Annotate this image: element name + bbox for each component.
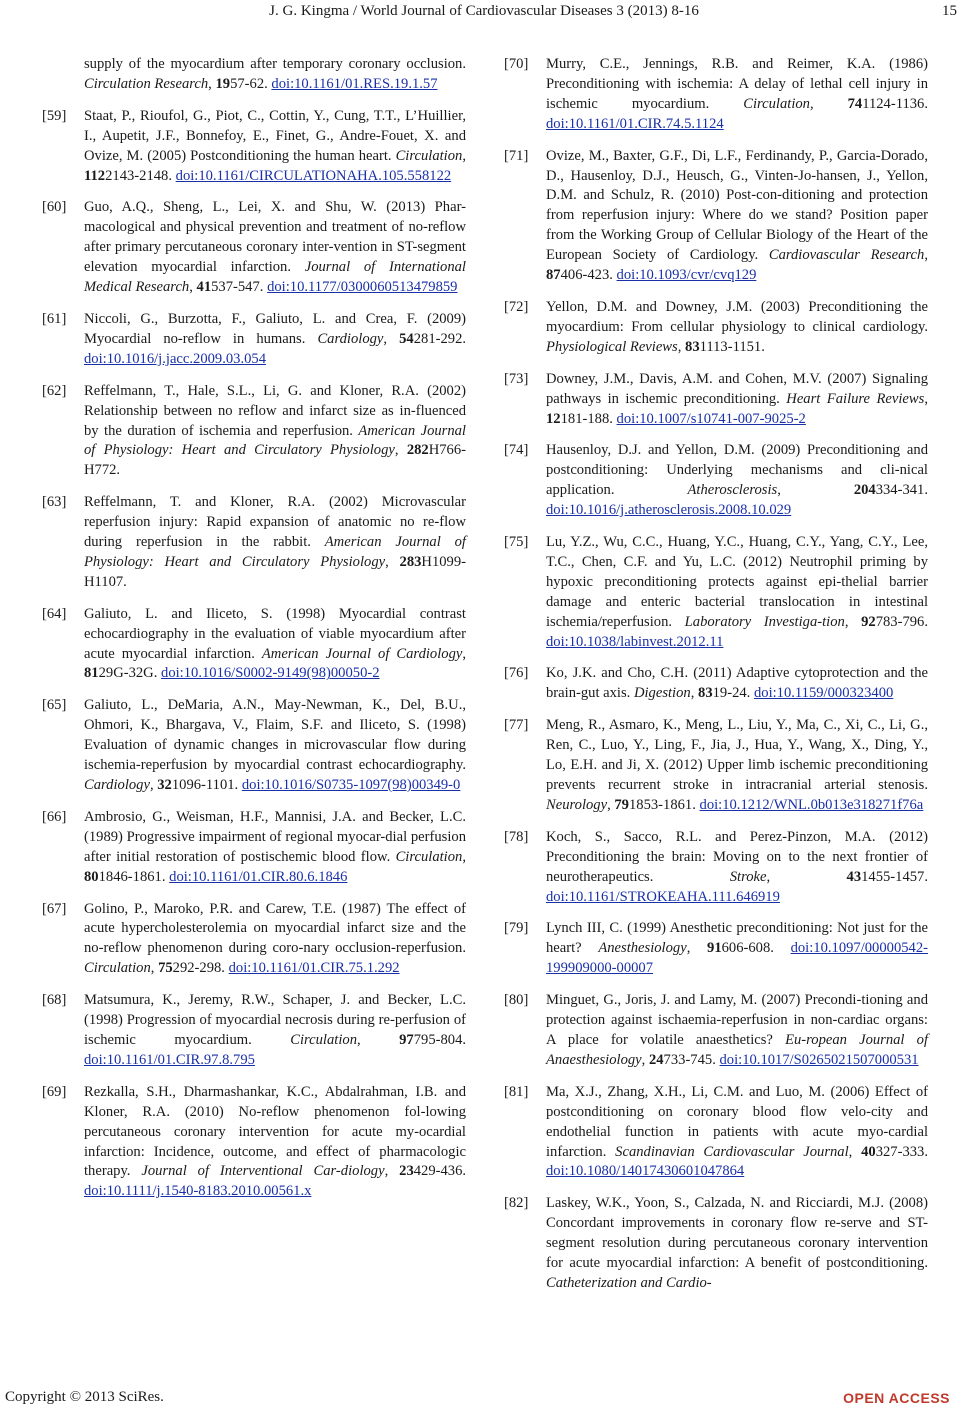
reference-entry: [61] Niccoli, G., Burzotta, F., Galiuto, L. and Crea, F. (2009) Myocardial no-reflow in humans. Cardiology, 54281-292. doi:10.1016/j.jacc.2009.03.054	[42, 310, 467, 367]
reference-entry: [63] Reffelmann, T. and Kloner, R.A. (2002) Microvascular reperfusion injury: Rapid expansion of anatomic no re-flow during reperfusion in the rabbit. American Journal of Physiology: Heart and Circulatory Physiology, 283H1099-H1107.	[42, 494, 466, 590]
reference-entry: [69] Rezkalla, S.H., Dharmashankar, K.C., Abdalrahman, I.B. and Kloner, R.A. (2010) No-reflow phenomenon fol-lowing percutaneous coronary intervention for acute my-ocardial infarction: Incidence, outcome, and effect of pharmacologic therapy. Journal of Interventional Car-diology, 23429-436. doi:10.1111/j.1540-8183.2010.00561.x	[42, 1083, 467, 1200]
pages: 1455-1457.	[861, 868, 928, 885]
pages: 733-745.	[663, 1051, 720, 1068]
journal-name: Stroke	[729, 868, 767, 885]
reference-authors-title: Ma, X.J., Zhang, X.H., Li, C.M. and Luo, M. (2006) Effect of postconditioning on coronary blood flow velo-city and endothelial function in patients with acute myo-cardial infarction.	[546, 1083, 928, 1160]
pages: 2143-2148.	[105, 167, 176, 184]
reference-entry: [68] Matsumura, K., Jeremy, R.W., Schaper, J. and Becker, L.C. (1998) Progression of myocardial necrosis during re-perfusion of ischemic myocardium. Circulation, 97795-804. doi:10.1161/01.CIR.97.8.795	[42, 992, 467, 1068]
journal-name: Circulation	[743, 95, 810, 112]
doi-link[interactable]: doi:10.1177/0300060513479859	[267, 279, 458, 296]
doi-link[interactable]: doi:10.1161/01.RES.19.1.57	[271, 75, 438, 92]
volume: 79	[614, 796, 629, 813]
reference-entry: [64] Galiuto, L. and Iliceto, S. (1998) Myocardial contrast echocardiography in the evaluation of viable myocardium after acute myocardial infarction. American Journal of Cardiology, 8129G-32G. doi:10.1016/S0002-9149(98)00050-2	[42, 605, 466, 682]
volume: 43	[846, 868, 862, 885]
reference-authors-title: Guo, A.Q., Sheng, L., Lei, X. and Shu, W. (2013) Phar-macological and physical prevention and treatment of no-reflow after primary percutaneous coronary inter-vention in ST-segment elevation myocardial infarction.	[84, 199, 466, 276]
reference-number: [60]	[42, 199, 67, 216]
pages: 19-24.	[712, 685, 754, 702]
volume: 92	[861, 613, 876, 630]
doi-link[interactable]: doi:10.1161/01.CIR.74.5.1124	[546, 115, 724, 132]
journal-name: Atherosclerosis	[687, 482, 778, 499]
reference-authors-title: Galiuto, L., DeMaria, A.N., May-Newman, K., Del, B.U., Ohmori, K., Bhargava, V., Flaim, S.F. and Iliceto, S. (1998) Evaluation of dynamic changes in microvascular flow during ischemia-reperfusion by myocardial contrast echocardiography.	[84, 697, 466, 774]
volume: 23	[399, 1163, 414, 1180]
reference-number: [73]	[504, 370, 529, 387]
reference-number: [69]	[42, 1083, 67, 1100]
journal-name: Digestion	[633, 685, 691, 702]
reference-entry: [73] Downey, J.M., Davis, A.M. and Cohen, M.V. (2007) Signaling pathways in ischemic preconditioning. Heart Failure Reviews, 12181-188. doi:10.1007/s10741-007-9025-2	[504, 370, 928, 427]
reference-number: [78]	[504, 828, 529, 845]
pages: 429-436.	[413, 1163, 467, 1180]
reference-authors-title: Meng, R., Asmaro, K., Meng, L., Liu, Y., Ma, C., Xi, C., Li, G., Ren, C., Luo, Y., Ling, F., Jia, J., Hua, Y., Wang, X., Ding, Y., Lo, E.H. and Ji, X. (2012) Upper limb ischemic preconditioning prevents recurrent stroke in intracranial arterial stenosis.	[546, 717, 928, 793]
reference-entry: supply of the myocardium after temporary coronary occlusion. Circulation Research, 1957-62. doi:10.1161/01.RES.19.1.57	[84, 56, 466, 92]
page-header	[0, 0, 968, 30]
reference-authors-title: Galiuto, L. and Iliceto, S. (1998) Myocardial contrast echocardiography in the evaluation of viable myocardium after acute myocardial infarction.	[84, 605, 466, 662]
doi-link[interactable]: doi:10.1017/S0265021507000531	[719, 1051, 919, 1068]
volume: 112	[84, 167, 106, 184]
references-left-column	[42, 55, 466, 1202]
volume: 75	[158, 960, 173, 977]
journal-name: Circulation Research	[84, 75, 209, 92]
reference-number: [77]	[504, 717, 529, 734]
reference-authors-title: Laskey, W.K., Yoon, S., Calzada, N. and Ricciardi, M.J. (2008) Concordant improvements in coronary flow re-serve and ST-segment resolution during percutaneous coronary intervention for acute myocardial infarction: A benefit of postconditioning.	[546, 1195, 928, 1272]
volume: 204	[853, 482, 876, 499]
doi-link[interactable]: doi:10.1093/cvr/cvq129	[616, 267, 757, 284]
reference-authors-title: Hausenloy, D.J. and Yellon, D.M. (2009) Preconditioning and postconditioning: Underlying mechanisms and cli-nical application.	[546, 442, 928, 499]
journal-name: Journal of International Medical Research	[84, 259, 466, 296]
page-number: 15	[942, 3, 957, 19]
pages: 1113-1151.	[699, 338, 765, 355]
journal-name: Heart Failure Reviews	[786, 390, 925, 407]
reference-authors-title: Niccoli, G., Burzotta, F., Galiuto, L. and Crea, F. (2009) Myocardial no-reflow in humans.	[84, 310, 466, 347]
volume: 91	[707, 940, 722, 957]
doi-link[interactable]: doi:10.1016/S0002-9149(98)00050-2	[161, 665, 380, 682]
reference-number: [79]	[504, 920, 529, 937]
doi-link[interactable]: doi:10.1007/s10741-007-9025-2	[616, 410, 806, 427]
volume: 87	[546, 267, 561, 284]
reference-authors-title: Murry, C.E., Jennings, R.B. and Reimer, K.A. (1986) Preconditioning with ischemia: A delay of lethal cell injury in ischemic myocardium.	[546, 56, 928, 112]
journal-name: Cardiovascular Research	[768, 247, 925, 264]
journal-name: Catheterization and Cardio-	[546, 1274, 712, 1291]
running-head: J. G. Kingma / World Journal of Cardiovascular Diseases 3 (2013) 8-16	[269, 3, 699, 19]
reference-entry: [66] Ambrosio, G., Weisman, H.F., Mannisi, J.A. and Becker, L.C. (1989) Progressive impairment of regional myocar-dial perfusion after initial restoration of postischemic blood flow. Circulation, 801846-1861. doi:10.1161/01.CIR.80.6.1846	[42, 808, 466, 885]
journal-name: Circulation	[84, 960, 151, 977]
reference-number: [76]	[504, 665, 529, 682]
volume: 80	[84, 868, 99, 885]
reference-entry: [79] Lynch III, C. (1999) Anesthetic preconditioning: Not just for the heart? Anesthesiology, 91606-608. doi:10.1097/00000542-199909000-00007	[504, 920, 929, 977]
reference-entry: [80] Minguet, G., Joris, J. and Lamy, M. (2007) Precondi-tioning and protection against ischaemia-reperfusion in non-cardiac organs: A place for volatile anaesthetics? Eu-ropean Journal of Anaesthesiology, 24733-745. doi:10.1017/S0265021507000531	[504, 992, 928, 1068]
reference-authors-title: Staat, P., Rioufol, G., Piot, C., Cottin, Y., Cung, T.T., L’Huillier, I., Aupetit, J.F., Bonnefoy, E., Finet, G., Andre-Fouet, X. and Ovize, M. (2005) Postconditioning the human heart.	[84, 107, 466, 164]
open-access-label: OPEN ACCESS	[843, 1390, 950, 1406]
reference-number: [71]	[504, 147, 529, 164]
reference-number: [72]	[504, 298, 529, 315]
reference-entry: [62] Reffelmann, T., Hale, S.L., Li, G. and Kloner, R.A. (2002) Relationship between no reflow and infarct size as in-fluenced by the duration of ischemia and reperfusion. American Journal of Physiology: Heart and Circulatory Physiology, 282H766-H772.	[42, 382, 466, 479]
reference-number: [81]	[504, 1083, 529, 1100]
journal-name: American Journal of Physiology: Heart and Circulatory Physiology	[84, 534, 466, 570]
volume: 97	[399, 1031, 414, 1048]
pages: 1124-1136.	[862, 95, 929, 112]
reference-entry: [65] Galiuto, L., DeMaria, A.N., May-Newman, K., Del, B.U., Ohmori, K., Bhargava, V., Flaim, S.F. and Iliceto, S. (1998) Evaluation of dynamic changes in microvascular flow during ischemia-reperfusion by myocardial contrast echocardiography. Cardiology, 321096-1101. doi:10.1016/S0735-1097(98)00349-0	[42, 697, 466, 793]
volume: 282	[406, 442, 429, 459]
reference-number: [62]	[42, 382, 67, 399]
reference-authors-title: supply of the myocardium after temporary coronary occlusion.	[84, 56, 466, 72]
reference-authors-title: Golino, P., Maroko, P.R. and Carew, T.E. (1987) The effect of acute hypercholesterolemia on myocardial infarct size and the no-reflow phenomenon during coro-nary occlusion-reperfusion.	[84, 900, 466, 957]
journal-name: American Journal of Cardiology	[261, 645, 463, 662]
reference-number: [80]	[504, 992, 529, 1009]
reference-number: [74]	[504, 442, 529, 459]
doi-link[interactable]: doi:10.1016/j.atherosclerosis.2008.10.029	[546, 502, 792, 519]
journal-name: Circulation	[395, 147, 463, 164]
volume: 40	[861, 1143, 876, 1160]
reference-authors-title: Matsumura, K., Jeremy, R.W., Schaper, J. and Becker, L.C. (1998) Progression of myocardial necrosis during re-perfusion of ischemic myocardium.	[84, 992, 466, 1048]
reference-number: [63]	[42, 494, 67, 511]
reference-authors-title: Yellon, D.M. and Downey, J.M. (2003) Preconditioning the myocardium: From cellular physiology to clinical cardiology.	[546, 298, 928, 335]
reference-authors-title: Lu, Y.Z., Wu, C.C., Huang, Y.C., Huang, C.Y., Yang, C.Y., Lee, T.C., Chen, C.F. and Yu, L.C. (2012) Neutrophil priming by hypoxic preconditioning protects against epi-thelial barrier damage and enteric bacterial translocation in intestinal ischemia/reperfusion.	[546, 534, 928, 630]
reference-entry: [72] Yellon, D.M. and Downey, J.M. (2003) Preconditioning the myocardium: From cellular physiology to clinical cardiology. Physiological Reviews, 831113-1151.	[504, 298, 928, 355]
reference-number: [75]	[504, 534, 529, 551]
journal-name: American Journal of Physiology: Heart and Circulatory Physiology	[84, 422, 466, 459]
volume: 41	[196, 279, 212, 296]
reference-number: [82]	[504, 1195, 529, 1212]
volume: 283	[399, 553, 422, 570]
pages: 537-547.	[211, 279, 268, 296]
doi-link[interactable]: doi:10.1212/WNL.0b013e318271f76a	[699, 796, 924, 813]
journal-name: Cardiology	[84, 777, 150, 793]
reference-entry: [74] Hausenloy, D.J. and Yellon, D.M. (2009) Preconditioning and postconditioning: Underlying mechanisms and cli-nical application. Atherosclerosis, 204334-341. doi:10.1016/j.atherosclerosis.2008.10.029	[504, 442, 928, 519]
reference-number: [61]	[42, 310, 67, 327]
pages: 29G-32G.	[98, 665, 162, 682]
doi-link[interactable]: doi:10.1016/j.jacc.2009.03.054	[84, 350, 266, 367]
journal-name: Anesthesiology	[598, 940, 687, 957]
reference-number: [65]	[42, 697, 67, 714]
reference-entry: [60] Guo, A.Q., Sheng, L., Lei, X. and Shu, W. (2013) Phar-macological and physical prevention and treatment of no-reflow after primary percutaneous coronary inter-vention in ST-segment elevation myocardial infarction. Journal of International Medical Research, 41537-547. doi:10.1177/0300060513479859	[42, 199, 466, 296]
reference-entry: [77] Meng, R., Asmaro, K., Meng, L., Liu, Y., Ma, C., Xi, C., Li, G., Ren, C., Luo, Y., Ling, F., Jia, J., Hua, Y., Wang, X., Ding, Y., Lo, E.H. and Ji, X. (2012) Upper limb ischemic preconditioning prevents recurrent stroke in intracranial arterial stenosis. Neurology, 791853-1861. doi:10.1212/WNL.0b013e318271f76a	[504, 717, 928, 813]
journal-name: Eu-ropean Journal of Anaesthesiology	[546, 1031, 928, 1068]
copyright-notice: Copyright © 2013 SciRes.	[5, 1389, 164, 1405]
reference-entry: [71] Ovize, M., Baxter, G.F., Di, L.F., Ferdinandy, P., Garcia-Dorado, D., Hausenloy, D.J., Heusch, G., Vinten-Jo-hansen, J., Yellon, D.M. and Schulz, R. (2010) Post-con-ditioning and protection from reperfusion injury: Where do we stand? Position paper from the Working Group of Cellular Biology of the Heart of the European Society of Cardiology. Cardiovascular Research, 87406-423. doi:10.1093/cvr/cvq129	[504, 147, 928, 284]
pages: H1099-H1107.	[84, 553, 466, 590]
journal-name: Physiological Reviews	[546, 338, 678, 355]
reference-authors-title: Lynch III, C. (1999) Anesthetic preconditioning: Not just for the heart?	[546, 920, 928, 957]
volume: 81	[84, 665, 99, 682]
doi-link[interactable]: doi:10.1161/01.CIR.97.8.795	[84, 1051, 255, 1068]
doi-link[interactable]: doi:10.1038/labinvest.2012.11	[546, 633, 724, 650]
pages: 334-341.	[875, 482, 928, 499]
pages: 783-796.	[875, 613, 928, 630]
volume: 24	[648, 1051, 664, 1068]
pages: 795-804.	[413, 1031, 467, 1048]
doi-link[interactable]: doi:10.1097/00000542-199909000-00007	[546, 940, 929, 977]
references-right-column	[504, 55, 928, 1294]
pages: H766-H772.	[84, 442, 466, 479]
volume: 83	[698, 685, 713, 702]
pages: 606-608.	[721, 940, 791, 957]
reference-authors-title: Ko, J.K. and Cho, C.H. (2011) Adaptive cytoprotection and the brain-gut axis.	[546, 665, 928, 702]
pages: 181-188.	[560, 410, 617, 427]
pages: 1846-1861.	[98, 868, 170, 885]
volume: 83	[685, 338, 700, 355]
reference-entry	[504, 1194, 928, 1294]
doi-link[interactable]: doi:10.1159/000323400	[753, 685, 894, 702]
reference-authors-title: Ambrosio, G., Weisman, H.F., Mannisi, J.A. and Becker, L.C. (1989) Progressive impairment of regional myocar-dial perfusion after initial restoration of postischemic blood flow.	[84, 808, 466, 865]
doi-link[interactable]: doi:10.1080/14017430601047864	[546, 1163, 745, 1180]
reference-entry: [67] Golino, P., Maroko, P.R. and Carew, T.E. (1987) The effect of acute hypercholesterolemia on myocardial infarct size and the no-reflow phenomenon during coro-nary occlusion-reperfusion. Circulation, 75292-298. doi:10.1161/01.CIR.75.1.292	[42, 900, 466, 977]
volume: 12	[546, 410, 561, 427]
journal-name: Scandinavian Cardiovascular Journal	[615, 1143, 849, 1160]
volume: 19	[215, 75, 231, 92]
reference-entry: [75] Lu, Y.Z., Wu, C.C., Huang, Y.C., Huang, C.Y., Yang, C.Y., Lee, T.C., Chen, C.F. and Yu, L.C. (2012) Neutrophil priming by hypoxic preconditioning protects against epi-thelial barrier damage and enteric bacterial translocation in intestinal ischemia/reperfusion. Laboratory Investiga-tion, 92783-796. doi:10.1038/labinvest.2012.11	[504, 534, 928, 650]
doi-link[interactable]: doi:10.1111/j.1540-8183.2010.00561.x	[84, 1183, 312, 1200]
pages: 406-423.	[560, 267, 617, 284]
reference-entry: [76] Ko, J.K. and Cho, C.H. (2011) Adaptive cytoprotection and the brain-gut axis. Digestion, 8319-24. doi:10.1159/000323400	[504, 665, 928, 702]
pages: 292-298.	[172, 960, 229, 977]
journal-name: Neurology	[546, 796, 608, 813]
reference-number: [66]	[42, 808, 67, 825]
doi-link[interactable]: doi:10.1161/CIRCULATIONAHA.105.558122	[175, 167, 452, 184]
volume: 32	[157, 777, 172, 793]
reference-number: [68]	[42, 992, 67, 1009]
reference-number: [64]	[42, 605, 67, 622]
page-footer	[0, 1374, 968, 1414]
reference-authors-title: Reffelmann, T. and Kloner, R.A. (2002) Microvascular reperfusion injury: Rapid expansion of anatomic no re-flow during reperfusion in the rabbit.	[84, 494, 466, 551]
journal-name: Circulation	[395, 848, 463, 865]
reference-authors-title: Ovize, M., Baxter, G.F., Di, L.F., Ferdinandy, P., Garcia-Dorado, D., Hausenloy, D.J., Heusch, G., Vinten-Jo-hansen, J., Yellon, D.M. and Schulz, R. (2010) Post-con-ditioning and protection from reperfusion injury: Where do we stand? Position paper from the Working Group of Cellular Biology of the Heart of the European Society of Cardiology.	[546, 147, 928, 264]
reference-authors-title: Reffelmann, T., Hale, S.L., Li, G. and Kloner, R.A. (2002) Relationship between no reflow and infarct size as in-fluenced by the duration of ischemia and reperfusion.	[84, 382, 466, 439]
journal-name: Cardiology	[317, 330, 384, 347]
reference-authors-title: Rezkalla, S.H., Dharmashankar, K.C., Abdalrahman, I.B. and Kloner, R.A. (2010) No-reflow phenomenon fol-lowing percutaneous coronary intervention for acute my-ocardial infarction: Incidence, outcome, and effect of pharmacologic therapy.	[84, 1083, 466, 1180]
volume: 74	[847, 95, 863, 112]
doi-link[interactable]: doi:10.1161/01.CIR.75.1.292	[228, 960, 400, 977]
doi-link[interactable]: doi:10.1016/S0735-1097(98)00349-0	[241, 777, 461, 793]
reference-entry: [70] Murry, C.E., Jennings, R.B. and Reimer, K.A. (1986) Preconditioning with ischemia: A delay of lethal cell injury in ischemic myocardium. Circulation, 741124-1136. doi:10.1161/01.CIR.74.5.1124	[504, 56, 929, 132]
pages: 1853-1861.	[628, 796, 700, 813]
volume: 54	[399, 330, 414, 347]
pages: 281-292.	[413, 330, 467, 347]
reference-authors-title: Koch, S., Sacco, R.L. and Perez-Pinzon, M.A. (2012) Preconditioning the brain: Moving on to the next frontier of neurotherapeutics.	[546, 828, 928, 885]
journal-name: Laboratory Investiga-tion	[684, 613, 845, 630]
reference-number: [67]	[42, 900, 67, 917]
reference-number: [70]	[504, 56, 529, 72]
reference-entry: [81] Ma, X.J., Zhang, X.H., Li, C.M. and Luo, M. (2006) Effect of postconditioning on coronary blood flow velo-city and endothelial function in patients with acute myo-cardial infarction. Scandinavian Cardiovascular Journal, 40327-333. doi:10.1080/14017430601047864	[504, 1083, 928, 1180]
pages: 327-333.	[875, 1143, 928, 1160]
reference-authors-title: Minguet, G., Joris, J. and Lamy, M. (2007) Precondi-tioning and protection against ischaemia-reperfusion in non-cardiac organs: A place for volatile anaesthetics?	[546, 992, 928, 1048]
pages: 1096-1101.	[171, 777, 242, 793]
journal-name: Journal of Interventional Car-diology	[141, 1163, 385, 1180]
reference-number: [59]	[42, 107, 67, 124]
pages: 57-62.	[230, 75, 272, 92]
doi-link[interactable]: doi:10.1161/STROKEAHA.111.646919	[546, 888, 780, 905]
doi-link[interactable]: doi:10.1161/01.CIR.80.6.1846	[169, 868, 348, 885]
reference-entry: [59] Staat, P., Rioufol, G., Piot, C., Cottin, Y., Cung, T.T., L’Huillier, I., Aupetit, J.F., Bonnefoy, E., Finet, G., Andre-Fouet, X. and Ovize, M. (2005) Postconditioning the human heart. Circulation, 1122143-2148. doi:10.1161/CIRCULATIONAHA.105.558122	[42, 107, 466, 184]
reference-entry: [78] Koch, S., Sacco, R.L. and Perez-Pinzon, M.A. (2012) Preconditioning the brain: Moving on to the next frontier of neurotherapeutics. Stroke, 431455-1457. doi:10.1161/STROKEAHA.111.646919	[504, 828, 928, 905]
reference-authors-title: Downey, J.M., Davis, A.M. and Cohen, M.V. (2007) Signaling pathways in ischemic preconditioning.	[546, 370, 928, 407]
journal-name: Circulation	[290, 1031, 357, 1048]
